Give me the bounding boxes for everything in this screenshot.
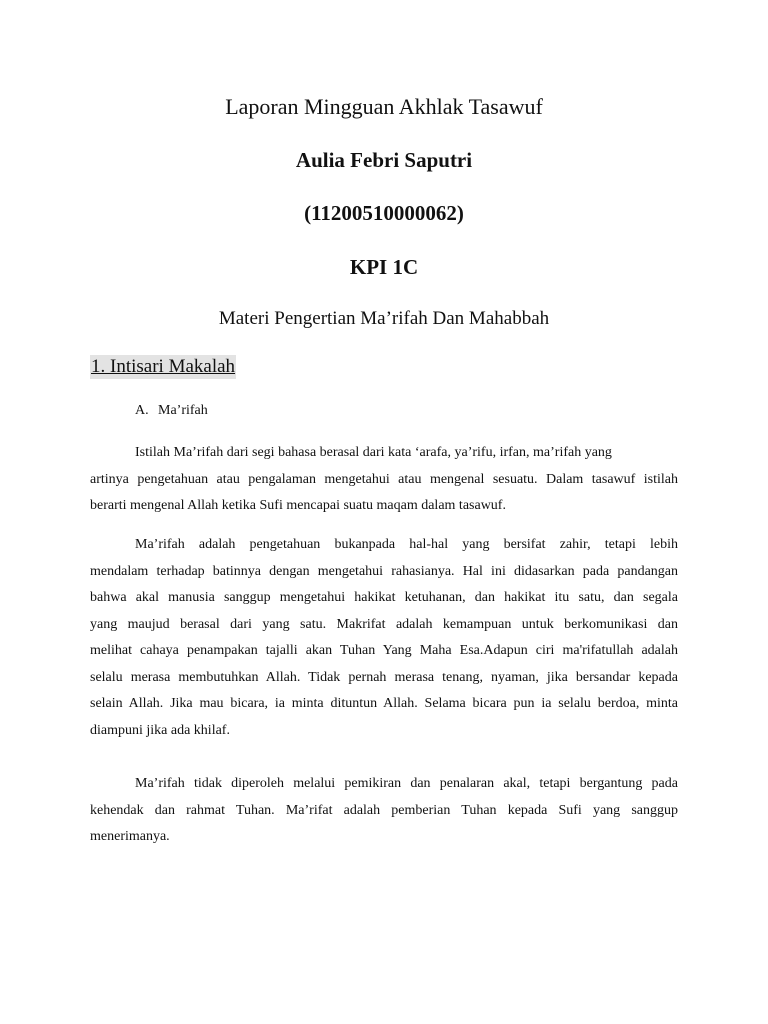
paragraph-line: berarti mengenal Allah ketika Sufi mencapai suatu maqam dalam tasawuf. (90, 498, 506, 513)
subheading-label: Ma’rifah (158, 403, 208, 418)
section-heading: 1. Intisari Makalah (91, 356, 236, 377)
class-name: KPI 1C (349, 255, 419, 279)
paragraph-line: Istilah Ma’rifah dari segi bahasa berasal dari kata ‘arafa, ya’rifu, irfan, ma’rifah yang (135, 445, 612, 460)
subheading-marker: A. (135, 403, 149, 418)
paragraph-line: artinya pengetahuan atau pengalaman mengetahui atau mengenal sesuatu. Dalam tasawuf istilah (90, 471, 678, 487)
document-title: Laporan Mingguan Akhlak Tasawuf (225, 94, 543, 119)
paragraph-line: kehendak dan rahmat Tuhan. Ma’rifat adalah pemberian Tuhan kepada Sufi yang sanggup (90, 802, 678, 818)
paragraph-line: yang maujud berasal dari yang satu. Makrifat adalah kemampuan untuk berkomunikasi dan (90, 616, 678, 632)
topic-title: Materi Pengertian Ma’rifah Dan Mahabbah (218, 308, 550, 329)
paragraph-2 (90, 532, 678, 744)
paragraph-line: Ma’rifah tidak diperoleh melalui pemikiran dan penalaran akal, tetapi bergantung pada (135, 776, 678, 791)
paragraph-1 (90, 440, 678, 520)
paragraph-line: menerimanya. (90, 829, 170, 844)
student-id: (11200510000062) (304, 201, 464, 225)
paragraph-line: melihat cahaya penampakan tajalli akan Tuhan Yang Maha Esa.Adapun ciri ma'rifatullah adalah (90, 643, 678, 658)
paragraph-line: mendalam terhadap batinnya dengan mengetahui rahasianya. Hal ini didasarkan pada pandangan (90, 563, 678, 579)
paragraph-3 (90, 771, 678, 851)
paragraph-line: bahwa akal manusia sanggup mengetahui hakikat ketuhanan, dan hakikat itu satu, dan segala (90, 590, 678, 605)
paragraph-line: Ma’rifah adalah pengetahuan bukanpada hal-hal yang bersifat zahir, tetapi lebih (135, 537, 678, 552)
subheading (135, 403, 208, 419)
author-name: Aulia Febri Saputri (295, 148, 473, 172)
paragraph-line: selain Allah. Jika mau bicara, ia minta dituntun Allah. Selama bicara pun ia selalu berdoa, minta (90, 696, 678, 711)
paragraph-line: selalu merasa membutuhkan Allah. Tidak pernah merasa tenang, nyaman, jika bersandar kepada (90, 669, 678, 685)
paragraph-line: diampuni jika ada khilaf. (90, 722, 230, 738)
